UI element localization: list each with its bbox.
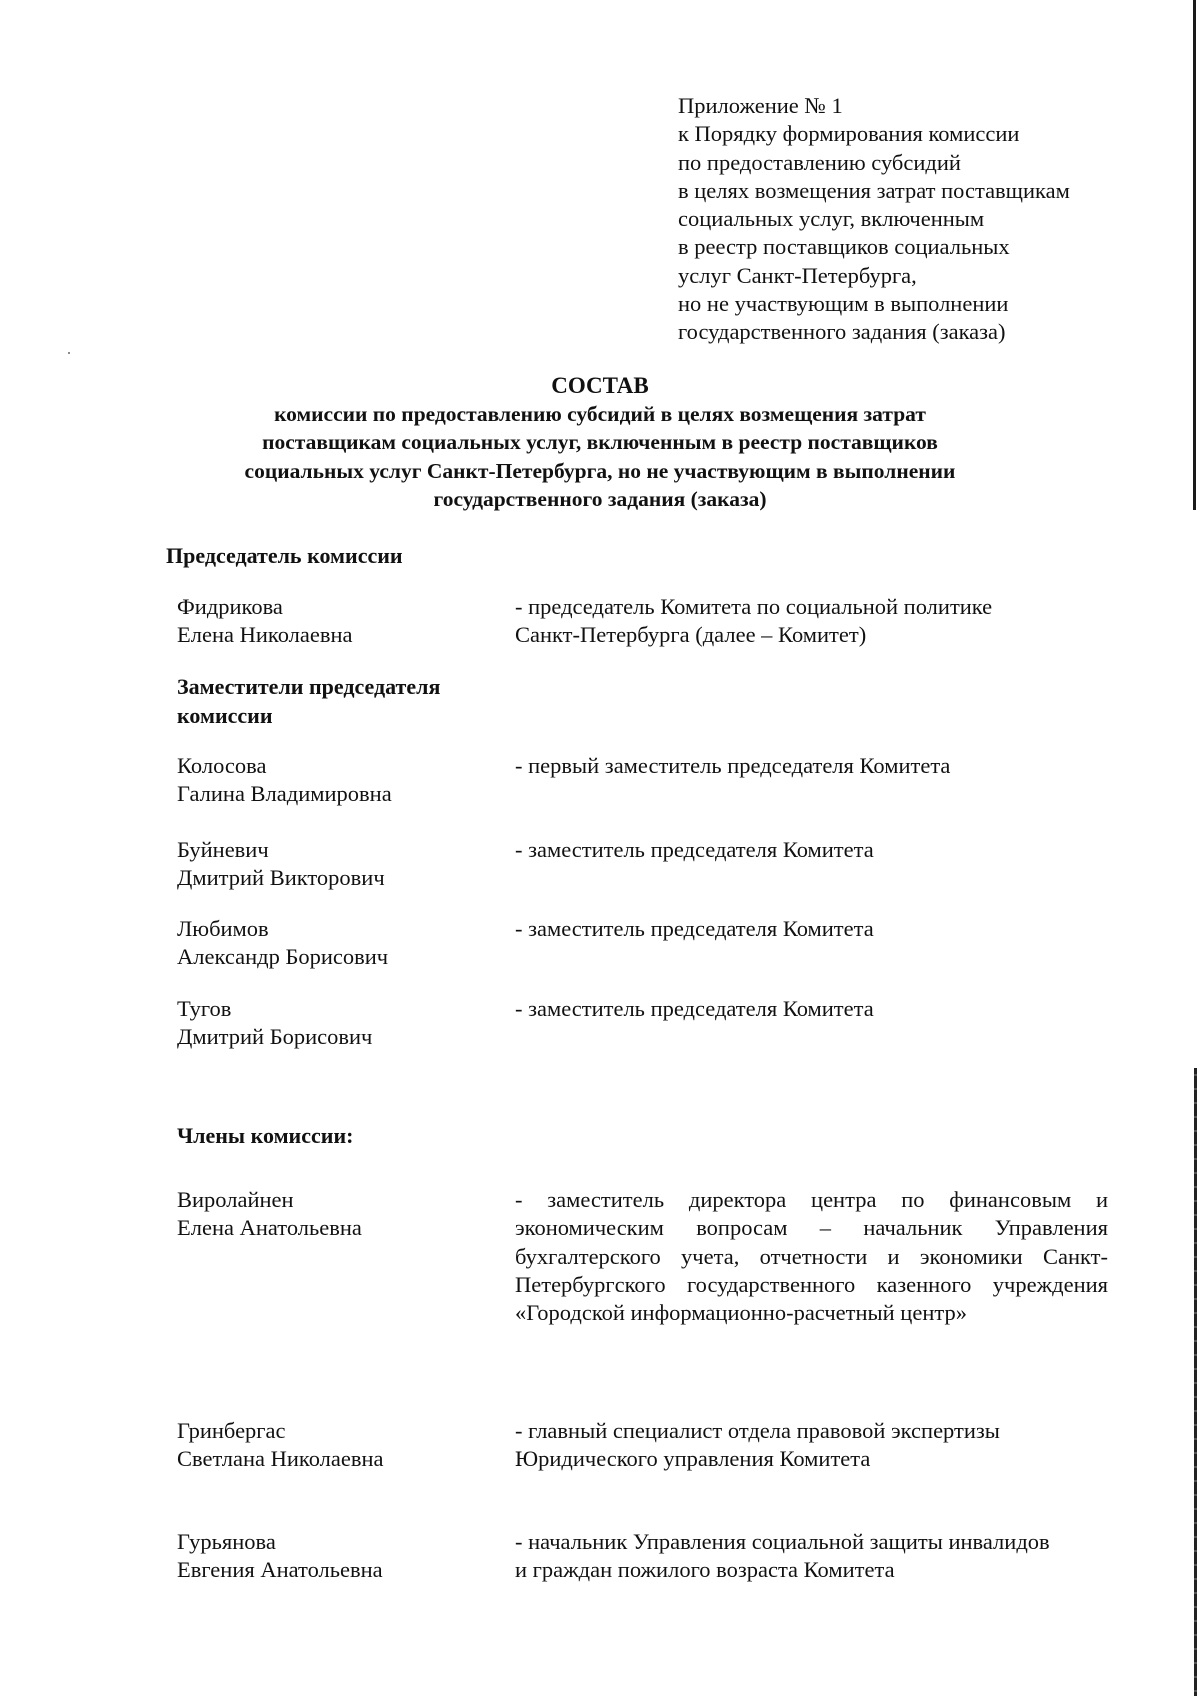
scan-edge-shadow xyxy=(1193,0,1196,510)
appendix-line: государственного задания (заказа) xyxy=(678,319,1006,345)
member-given-name: Галина Владимировна xyxy=(177,781,392,806)
member-given-name: Дмитрий Борисович xyxy=(177,1024,373,1049)
member-role: - заместитель директора центра по финансовым и экономическим вопросам – начальник Управления бухгалтерского учета, отчетности и экономики Санкт-Петербургского государственного казенного учреждения «Городской информационно-расчетный центр» xyxy=(515,1187,1108,1326)
member-role: Юридического управления Комитета xyxy=(515,1446,871,1471)
appendix-line: услуг Санкт-Петербурга, xyxy=(678,262,917,288)
appendix-line: но не участвующим в выполнении xyxy=(678,291,1009,317)
section-heading-line: Заместители председателя xyxy=(177,674,441,699)
appendix-line: социальных услуг, включенным xyxy=(678,206,985,232)
member-role: - первый заместитель председателя Комитета xyxy=(515,753,951,778)
section-heading-line: комиссии xyxy=(177,702,273,728)
member-given-name: Светлана Николаевна xyxy=(177,1446,384,1471)
member-surname: Гринбергас xyxy=(177,1418,286,1443)
member-role: - председатель Комитета по социальной политике xyxy=(515,594,993,619)
member-surname: Фидрикова xyxy=(177,594,283,619)
member-given-name: Елена Анатольевна xyxy=(177,1215,362,1240)
scan-edge-shadow xyxy=(1194,1068,1197,1696)
section-chair-heading: Председатель комиссии xyxy=(166,543,403,568)
member-surname: Любимов xyxy=(177,916,269,941)
section-deputies-heading xyxy=(177,673,440,730)
appendix-line: Приложение № 1 xyxy=(678,93,843,118)
member-surname: Гурьянова xyxy=(177,1529,276,1554)
member-given-name: Елена Николаевна xyxy=(177,622,353,647)
document-title: СОСТАВ xyxy=(551,373,649,398)
document-heading xyxy=(180,372,1020,513)
heading-line: государственного задания (заказа) xyxy=(433,486,767,511)
appendix-line: в реестр поставщиков социальных xyxy=(678,234,1010,260)
member-role: - начальник Управления социальной защиты инвалидов xyxy=(515,1529,1050,1554)
appendix-line: в целях возмещения затрат поставщикам xyxy=(678,177,1070,203)
member-surname: Тугов xyxy=(177,996,232,1021)
member-surname: Виролайнен xyxy=(177,1187,294,1212)
member-surname: Колосова xyxy=(177,753,267,778)
member-given-name: Дмитрий Викторович xyxy=(177,865,385,890)
appendix-note xyxy=(678,92,1070,347)
scan-speck xyxy=(68,352,70,354)
member-surname: Буйневич xyxy=(177,837,269,862)
appendix-line: по предоставлению субсидий xyxy=(678,149,961,175)
section-members-heading: Члены комиссии: xyxy=(177,1123,354,1148)
member-role: и граждан пожилого возраста Комитета xyxy=(515,1557,895,1582)
member-role: Санкт-Петербурга (далее – Комитет) xyxy=(515,622,867,647)
member-given-name: Александр Борисович xyxy=(177,944,389,969)
member-role: - заместитель председателя Комитета xyxy=(515,996,874,1021)
member-role: - главный специалист отдела правовой экспертизы xyxy=(515,1418,1000,1443)
heading-line: комиссии по предоставлению субсидий в целях возмещения затрат xyxy=(274,402,926,426)
heading-line: социальных услуг Санкт-Петербурга, но не участвующим в выполнении xyxy=(244,458,956,483)
member-given-name: Евгения Анатольевна xyxy=(177,1557,383,1582)
heading-line: поставщикам социальных услуг, включенным в реестр поставщиков xyxy=(262,430,938,455)
member-role: - заместитель председателя Комитета xyxy=(515,916,874,941)
appendix-line: к Порядку формирования комиссии xyxy=(678,121,1020,147)
member-role: - заместитель председателя Комитета xyxy=(515,837,874,862)
